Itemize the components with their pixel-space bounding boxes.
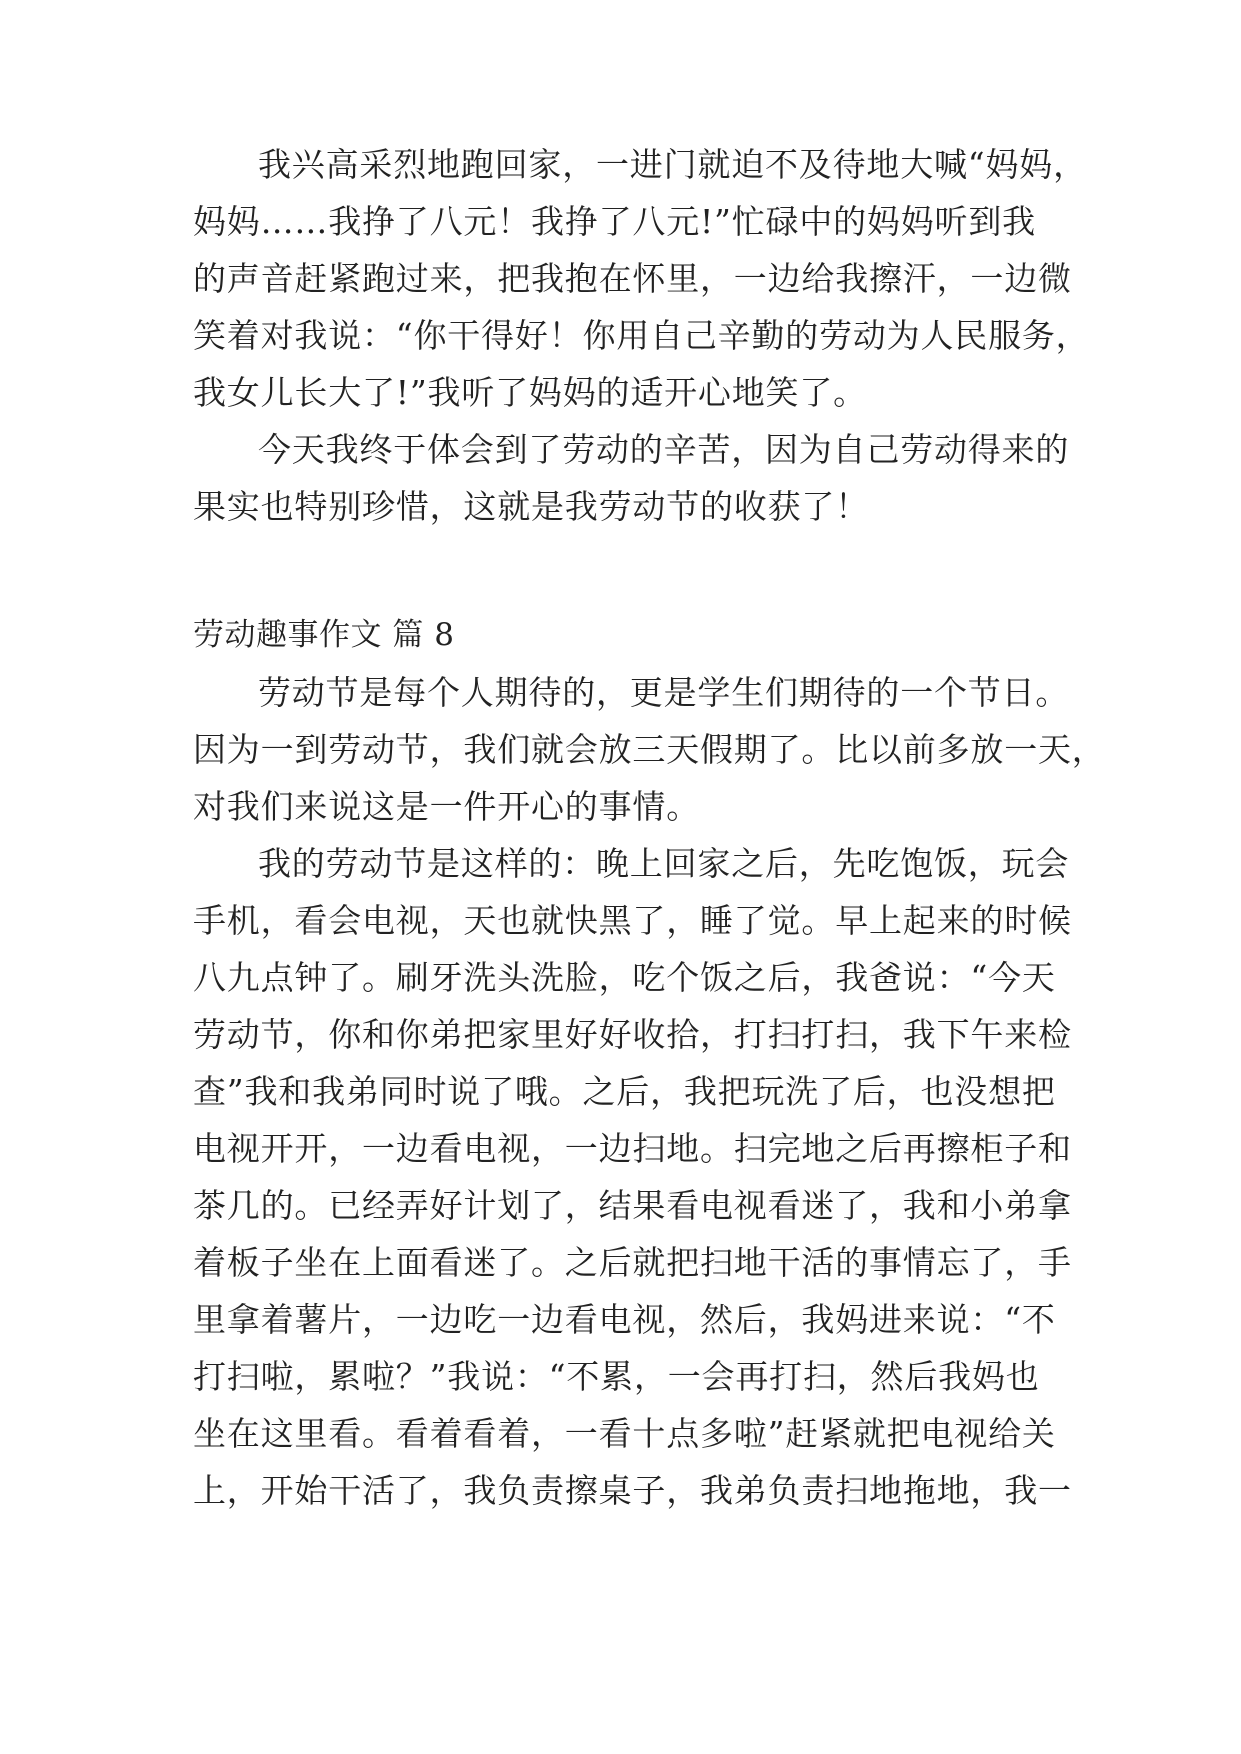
paragraph-line: 笑着对我说：“你干得好！你用自己辛勤的劳动为人民服务， xyxy=(193,316,1090,355)
paragraph-line: 劳动节，你和你弟把家里好好收拾，打扫打扫，我下午来检 xyxy=(193,1015,1072,1054)
paragraph-line: 查”我和我弟同时说了哦。之后，我把玩洗了后，也没想把 xyxy=(193,1072,1056,1111)
paragraph-line: 因为一到劳动节，我们就会放三天假期了。比以前多放一天， xyxy=(193,730,1106,769)
paragraph-line: 八九点钟了。刷牙洗头洗脸，吃个饭之后，我爸说：“今天 xyxy=(193,958,1056,997)
paragraph-line: 我兴高采烈地跑回家，一进门就迫不及待地大喊“妈妈， xyxy=(258,145,1087,184)
paragraph-line: 劳动节是每个人期待的，更是学生们期待的一个节日。 xyxy=(258,673,1070,712)
paragraph-line: 妈妈……我挣了八元！我挣了八元!”忙碌中的妈妈听到我 xyxy=(193,202,1036,241)
paragraph-line: 上，开始干活了，我负责擦桌子，我弟负责扫地拖地，我一 xyxy=(193,1471,1072,1510)
paragraph-line: 今天我终于体会到了劳动的辛苦，因为自己劳动得来的 xyxy=(258,430,1070,469)
paragraph-line: 我的劳动节是这样的：晚上回家之后，先吃饱饭，玩会 xyxy=(258,844,1070,883)
paragraph-line: 打扫啦，累啦？”我说：“不累，一会再打扫，然后我妈也 xyxy=(193,1357,1040,1396)
paragraph-line: 电视开开，一边看电视，一边扫地。扫完地之后再擦柜子和 xyxy=(193,1129,1072,1168)
paragraph-line: 我女儿长大了!”我听了妈妈的适开心地笑了。 xyxy=(193,373,867,412)
paragraph-line: 坐在这里看。看着看着，一看十点多啦”赶紧就把电视给关 xyxy=(193,1414,1056,1453)
section-heading: 劳动趣事作文 篇 8 xyxy=(193,617,455,653)
paragraph-line: 手机，看会电视，天也就快黑了，睡了觉。早上起来的时候 xyxy=(193,901,1072,940)
paragraph-line: 对我们来说这是一件开心的事情。 xyxy=(193,787,700,826)
paragraph-line: 着板子坐在上面看迷了。之后就把扫地干活的事情忘了，手 xyxy=(193,1243,1072,1282)
paragraph-line: 茶几的。已经弄好计划了，结果看电视看迷了，我和小弟拿 xyxy=(193,1186,1072,1225)
paragraph-line: 的声音赶紧跑过来，把我抱在怀里，一边给我擦汗，一边微 xyxy=(193,259,1072,298)
paragraph-line: 果实也特别珍惜，这就是我劳动节的收获了！ xyxy=(193,487,869,526)
paragraph-line: 里拿着薯片，一边吃一边看电视，然后，我妈进来说：“不 xyxy=(193,1300,1056,1339)
